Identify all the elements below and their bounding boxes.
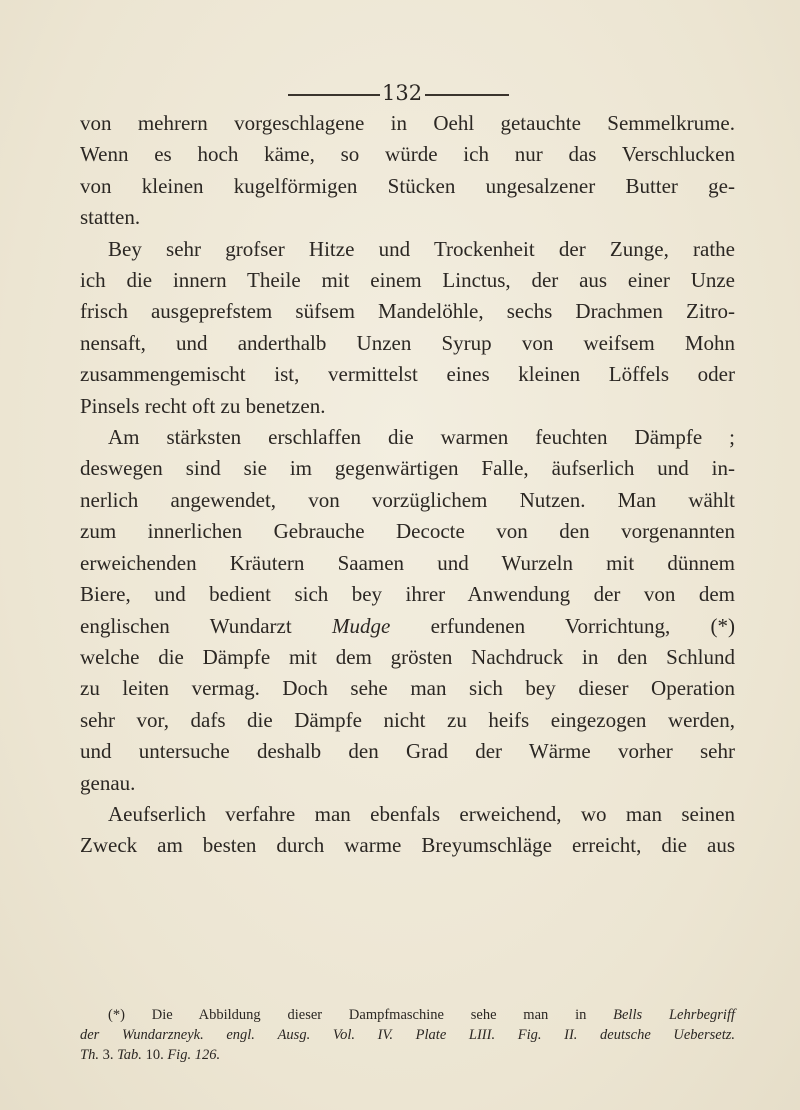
text-line: von kleinen kugelförmigen Stücken ungesalzener Butter ge-	[80, 173, 735, 198]
word: in	[575, 1007, 587, 1023]
text-line: nensaft, und anderthalb Unzen Syrup von weifsem Mohn	[80, 330, 735, 355]
word: Die	[151, 1007, 173, 1023]
text-line: welche die Dämpfe mit dem grösten Nachdruck in den Schlund	[80, 644, 735, 669]
footnote	[80, 1005, 735, 1065]
word: erfundenen	[430, 613, 526, 638]
paragraph-4	[80, 799, 735, 862]
word: deutsche	[600, 1027, 651, 1043]
paragraph-2	[80, 234, 735, 422]
word: Wundarzt	[209, 613, 292, 638]
word: 126.	[194, 1047, 221, 1063]
text-line: Pinsels recht oft zu benetzen.	[80, 393, 326, 418]
text-line: zum innerlichen Gebrauche Decocte von den vorgenannten	[80, 519, 735, 544]
word: 3.	[102, 1047, 114, 1063]
footnote-line	[80, 1025, 735, 1045]
header-rule-right	[425, 94, 509, 96]
word: dieser	[287, 1007, 323, 1023]
paragraph-3	[80, 422, 735, 799]
word: Lehrbegriff	[668, 1007, 735, 1023]
word: sehe	[470, 1007, 497, 1023]
text-line: deswegen sind sie im gegenwärtigen Falle, äufserlich und in-	[80, 456, 735, 481]
word: englischen	[80, 613, 170, 638]
word: Th.	[80, 1047, 99, 1063]
text-line: zu leiten vermag. Doch sehe man sich bey dieser Operation	[80, 676, 735, 701]
word: Mudge	[332, 613, 391, 638]
word: Uebersetz.	[673, 1027, 736, 1043]
page-header	[0, 78, 800, 108]
text-line: genau.	[80, 770, 136, 795]
text-line: zusammengemischt ist, vermittelst eines kleinen Löffels oder	[80, 362, 735, 387]
word: LIII.	[468, 1027, 496, 1043]
word: der	[80, 1027, 100, 1043]
body-text	[80, 108, 735, 862]
text-line: Am stärksten erschlaffen die warmen feuchten Dämpfe ;	[108, 425, 735, 450]
text-line: erweichenden Kräutern Saamen und Wurzeln mit dünnem	[80, 550, 735, 575]
text-line: Zweck am besten durch warme Breyumschläge erreicht, die aus	[80, 833, 735, 858]
text-line: nerlich angewendet, von vorzüglichem Nutzen. Man wählt	[80, 487, 735, 512]
word: (*)	[108, 1007, 125, 1023]
page-number: 132	[382, 81, 423, 105]
text-line: Bey sehr grofser Hitze und Trockenheit der Zunge, rathe	[108, 236, 735, 261]
word: Fig.	[517, 1027, 542, 1043]
word: Abbildung	[198, 1007, 261, 1023]
word: man	[523, 1007, 549, 1023]
text-line-with-italic	[80, 611, 735, 642]
text-line: Biere, und bedient sich bey ihrer Anwendung der von dem	[80, 582, 735, 607]
word: Fig.	[167, 1047, 192, 1063]
text-line: statten.	[80, 205, 141, 230]
text-line: Wenn es hoch käme, so würde ich nur das Verschlucken	[80, 142, 735, 167]
word: Tab.	[117, 1047, 142, 1063]
word: (*)	[710, 613, 736, 638]
word: IV.	[377, 1027, 394, 1043]
text-line: frisch ausgeprefstem süfsem Mandelöhle, sechs Drachmen Zitro-	[80, 299, 735, 324]
word: Vol.	[332, 1027, 355, 1043]
word: Wundarzneyk.	[121, 1027, 204, 1043]
word: II.	[564, 1027, 578, 1043]
footnote-line	[80, 1045, 735, 1065]
text-line: und untersuche deshalb den Grad der Wärme vorher sehr	[80, 739, 735, 764]
footnote-line	[80, 1005, 735, 1025]
paragraph-1	[80, 108, 735, 234]
word: Bells	[613, 1007, 643, 1023]
text-line: von mehrern vorgeschlagene in Oehl getauchte Semmelkrume.	[80, 111, 735, 135]
text-line: Aeufserlich verfahre man ebenfals erweichend, wo man seinen	[108, 801, 735, 826]
word: 10.	[145, 1047, 164, 1063]
text-line: ich die innern Theile mit einem Linctus, der aus einer Unze	[80, 268, 735, 293]
word: Dampfmaschine	[348, 1007, 444, 1023]
header-rule-left	[288, 94, 380, 96]
word: Vorrichtung,	[565, 613, 671, 638]
word: Plate	[415, 1027, 447, 1043]
word: Ausg.	[277, 1027, 311, 1043]
text-line: sehr vor, dafs die Dämpfe nicht zu heifs eingezogen werden,	[80, 707, 735, 732]
word: engl.	[226, 1027, 255, 1043]
